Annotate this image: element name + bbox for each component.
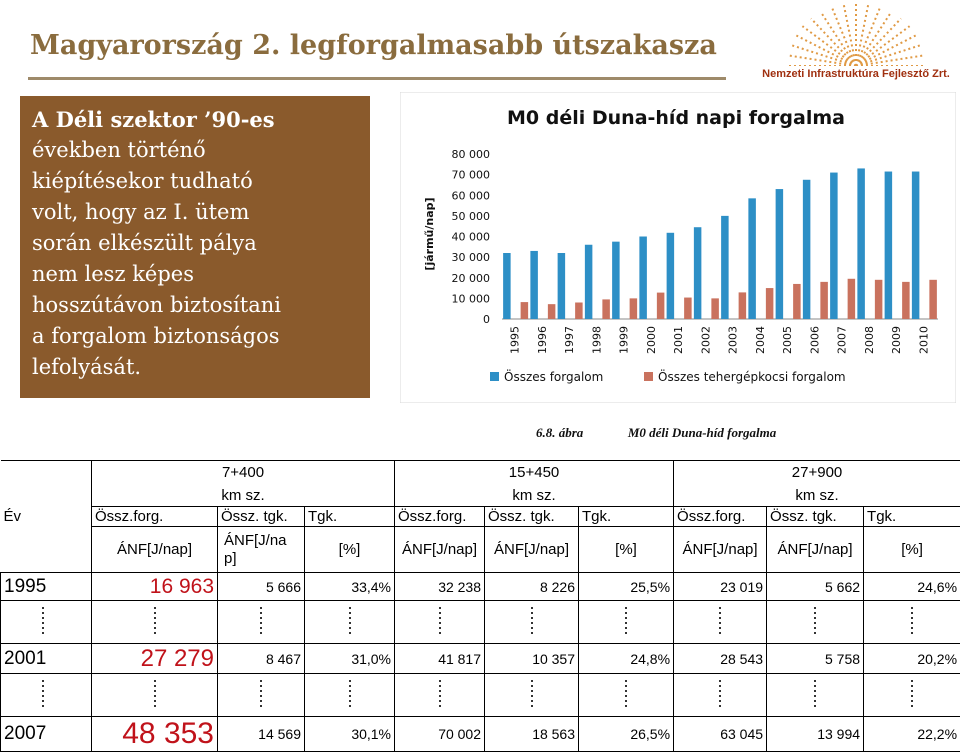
section-km: 15+450 [395, 461, 674, 485]
ellipsis-row [1, 601, 960, 644]
subhead-total: Össz.forg. [92, 507, 218, 527]
ellipsis-cell [395, 601, 485, 644]
bar-truck [820, 282, 828, 319]
note-line: lefolyását. [32, 355, 142, 379]
x-tick-label: 2010 [917, 326, 931, 354]
vertical-ellipsis-icon [719, 680, 721, 710]
bar-total [503, 253, 511, 319]
bar-truck [630, 298, 638, 319]
x-tick-label: 2001 [672, 326, 686, 354]
bar-truck [929, 280, 937, 319]
vertical-ellipsis-icon [911, 607, 913, 637]
row-value: 18 563 [485, 717, 579, 752]
vertical-ellipsis-icon [439, 680, 441, 710]
x-tick-label: 2006 [808, 326, 822, 354]
subhead-total: Össz.forg. [674, 507, 767, 527]
ellipsis-cell [218, 601, 305, 644]
vertical-ellipsis-icon [814, 607, 816, 637]
y-tick-label: 10 000 [451, 292, 490, 306]
subhead-truck-pct: Tgk. [305, 507, 395, 527]
ellipsis-cell [767, 601, 864, 644]
title-underline [28, 77, 726, 80]
vertical-ellipsis-icon [349, 607, 351, 637]
subhead-truck-pct: Tgk. [864, 507, 960, 527]
row-value: 10 357 [485, 644, 579, 674]
bar-truck [657, 293, 665, 319]
subhead-total: Össz.forg. [395, 507, 485, 527]
bar-truck [711, 298, 719, 319]
x-tick-label: 2005 [781, 326, 795, 354]
bar-truck [848, 279, 856, 319]
bar-total [748, 198, 756, 319]
vertical-ellipsis-icon [260, 607, 262, 637]
bar-truck [602, 299, 610, 319]
bar-total [612, 242, 620, 319]
ellipsis-row [1, 674, 960, 717]
row-value: 23 019 [674, 573, 767, 601]
unit-cell: ÁNF[J/nap] [767, 527, 864, 573]
note-text [32, 104, 358, 383]
unit-cell: [%] [864, 527, 960, 573]
unit-cell: ÁNF[J/nap] [395, 527, 485, 573]
bar-total [912, 172, 920, 319]
row-value: 32 238 [395, 573, 485, 601]
x-tick-label: 2008 [862, 326, 876, 354]
ellipsis-cell [92, 674, 218, 717]
x-tick-label: 1997 [563, 326, 577, 354]
vertical-ellipsis-icon [154, 680, 156, 710]
legend-swatch [490, 372, 499, 381]
unit-cell: [%] [579, 527, 674, 573]
ellipsis-cell [864, 601, 960, 644]
subhead-truck: Össz. tgk. [218, 507, 305, 527]
legend-label: Összes tehergépkocsi forgalom [658, 370, 846, 384]
year-header: Év [1, 461, 92, 573]
legend-swatch [644, 372, 653, 381]
x-tick-label: 2002 [699, 326, 713, 354]
chart-title: M0 déli Duna-híd napi forgalma [507, 107, 845, 129]
x-tick-label: 1998 [590, 326, 604, 354]
ellipsis-cell [674, 674, 767, 717]
row-total: 48 353 [92, 717, 218, 752]
bar-truck [902, 282, 910, 319]
x-tick-label: 2003 [726, 326, 740, 354]
note-line: nem lesz képes [32, 262, 195, 286]
unit-cell: ÁNF[J/nap] [485, 527, 579, 573]
table-row [1, 573, 960, 601]
ellipsis-cell [305, 674, 395, 717]
x-tick-label: 1996 [535, 326, 549, 354]
bar-total [530, 251, 538, 319]
bar-truck [684, 298, 692, 319]
row-value: 5 662 [767, 573, 864, 601]
chart-image [400, 92, 956, 403]
bar-chart [400, 92, 956, 403]
ellipsis-cell [1, 601, 92, 644]
unit-cell: ÁNF[J/na p] [218, 527, 305, 573]
row-value: 41 817 [395, 644, 485, 674]
ellipsis-cell [864, 674, 960, 717]
bar-total [585, 245, 593, 319]
vertical-ellipsis-icon [42, 607, 44, 637]
row-value: 25,5% [579, 573, 674, 601]
unit-cell: ÁNF[J/nap] [92, 527, 218, 573]
logo-ray [856, 45, 922, 66]
y-tick-label: 20 000 [451, 271, 490, 285]
vertical-ellipsis-icon [439, 607, 441, 637]
ellipsis-cell [395, 674, 485, 717]
bar-total [885, 172, 893, 319]
ellipsis-cell [674, 601, 767, 644]
bar-truck [793, 284, 801, 319]
unit-cell: ÁNF[J/nap] [674, 527, 767, 573]
note-line: években történő [32, 138, 206, 162]
bar-total [694, 227, 702, 319]
y-tick-label: 0 [483, 313, 490, 326]
x-tick-label: 1999 [617, 326, 631, 354]
note-line: kiépítésekor tudható [32, 169, 253, 193]
section-km: 27+900 [674, 461, 960, 485]
vertical-ellipsis-icon [719, 607, 721, 637]
sunburst-logo-icon [784, 2, 928, 66]
logo-text: Nemzeti Infrastruktúra Fejlesztő Zrt. [762, 68, 950, 80]
bar-total [558, 253, 566, 319]
row-value: 8 467 [218, 644, 305, 674]
ellipsis-cell [218, 674, 305, 717]
table-row [1, 717, 960, 752]
figure-number: 6.8. ábra [536, 425, 584, 440]
row-value: 5 666 [218, 573, 305, 601]
ellipsis-cell [305, 601, 395, 644]
legend-label: Összes forgalom [504, 370, 604, 384]
subhead-truck-pct: Tgk. [579, 507, 674, 527]
row-value: 20,2% [864, 644, 960, 674]
bar-truck [575, 303, 583, 320]
ellipsis-cell [485, 674, 579, 717]
row-value: 24,6% [864, 573, 960, 601]
bar-total [803, 180, 811, 319]
row-value: 13 994 [767, 717, 864, 752]
row-value: 14 569 [218, 717, 305, 752]
row-value: 5 758 [767, 644, 864, 674]
bar-total [830, 173, 838, 319]
row-value: 28 543 [674, 644, 767, 674]
section-unit: km sz. [395, 485, 674, 507]
row-year: 2007 [1, 717, 92, 752]
figure-caption [536, 425, 776, 441]
company-logo [756, 2, 956, 84]
vertical-ellipsis-icon [349, 680, 351, 710]
bar-total [667, 233, 675, 319]
note-line: A Déli szektor ’90-es [32, 107, 275, 132]
note-line: hosszútávon biztosítani [32, 293, 281, 317]
ellipsis-cell [579, 674, 674, 717]
unit-cell: [%] [305, 527, 395, 573]
logo-ray [811, 19, 856, 66]
note-line: során elkészült pálya [32, 231, 257, 255]
row-value: 70 002 [395, 717, 485, 752]
x-tick-label: 1995 [508, 326, 522, 354]
bar-truck [548, 304, 556, 319]
bar-truck [875, 280, 883, 319]
row-value: 22,2% [864, 717, 960, 752]
bar-truck [766, 288, 774, 319]
section-unit: km sz. [674, 485, 960, 507]
row-value: 63 045 [674, 717, 767, 752]
row-value: 24,8% [579, 644, 674, 674]
bar-total [639, 237, 647, 320]
note-line: a forgalom biztonságos [32, 324, 280, 348]
logo-ray [856, 19, 901, 66]
y-tick-label: 40 000 [451, 230, 490, 244]
traffic-table [0, 460, 960, 752]
logo-ray [832, 8, 856, 66]
y-axis-label: [jármű/nap] [423, 197, 436, 271]
vertical-ellipsis-icon [911, 680, 913, 710]
row-value: 30,1% [305, 717, 395, 752]
ellipsis-cell [485, 601, 579, 644]
logo-ray [790, 45, 856, 66]
y-tick-label: 70 000 [451, 168, 490, 182]
note-box [20, 96, 370, 398]
ellipsis-cell [767, 674, 864, 717]
bar-total [857, 168, 865, 319]
note-line: volt, hogy az I. ütem [32, 200, 250, 224]
ellipsis-cell [92, 601, 218, 644]
section-km: 7+400 [92, 461, 395, 485]
page-title: Magyarország 2. legforgalmasabb útszakasza [30, 30, 717, 61]
row-total: 27 279 [92, 644, 218, 674]
vertical-ellipsis-icon [531, 607, 533, 637]
bar-truck [521, 302, 529, 319]
subhead-truck: Össz. tgk. [485, 507, 579, 527]
vertical-ellipsis-icon [42, 680, 44, 710]
vertical-ellipsis-icon [625, 680, 627, 710]
row-total: 16 963 [92, 573, 218, 601]
bar-total [776, 189, 784, 319]
logo-ray [856, 12, 891, 66]
logo-ray [821, 12, 856, 66]
x-tick-label: 2004 [753, 326, 767, 354]
x-tick-label: 2009 [890, 326, 904, 354]
ellipsis-cell [1, 674, 92, 717]
row-value: 33,4% [305, 573, 395, 601]
vertical-ellipsis-icon [531, 680, 533, 710]
subhead-truck: Össz. tgk. [767, 507, 864, 527]
vertical-ellipsis-icon [814, 680, 816, 710]
row-year: 2001 [1, 644, 92, 674]
vertical-ellipsis-icon [260, 680, 262, 710]
y-tick-label: 30 000 [451, 251, 490, 265]
vertical-ellipsis-icon [625, 607, 627, 637]
logo-ray [856, 8, 880, 66]
table-row [1, 644, 960, 674]
ellipsis-cell [579, 601, 674, 644]
row-year: 1995 [1, 573, 92, 601]
x-tick-label: 2000 [644, 326, 658, 354]
x-tick-label: 2007 [835, 326, 849, 354]
row-value: 8 226 [485, 573, 579, 601]
figure-caption-text: M0 déli Duna-híd forgalma [627, 425, 777, 440]
row-value: 26,5% [579, 717, 674, 752]
y-tick-label: 60 000 [451, 189, 490, 203]
bar-total [721, 216, 729, 319]
bar-truck [739, 292, 747, 319]
vertical-ellipsis-icon [154, 607, 156, 637]
y-tick-label: 50 000 [451, 209, 490, 223]
y-tick-label: 80 000 [451, 148, 490, 161]
row-value: 31,0% [305, 644, 395, 674]
section-unit: km sz. [92, 485, 395, 507]
